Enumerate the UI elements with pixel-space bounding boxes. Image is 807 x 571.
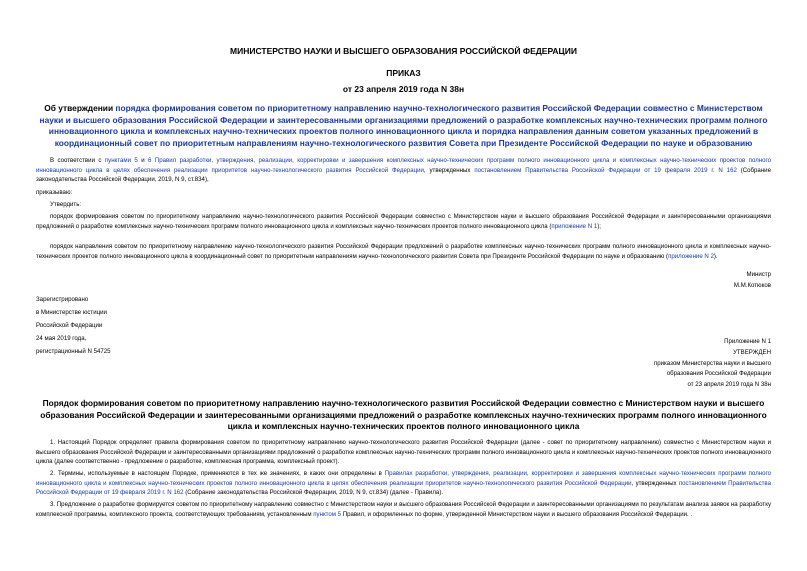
signature-position: Министр: [746, 271, 771, 278]
preamble-text-4: (Собрание законодательства Российской Федерации, 2019, N 9, ст.834),: [36, 166, 771, 184]
registration-line: Зарегистрировано: [36, 296, 89, 303]
clause-2-text-1: 2. Термины, используемые в настоящем Порядке, применяются в тех же значениях, в каких они определены в: [50, 470, 385, 477]
item-1-text: порядок формирования советом по приоритетному направлению научно-технологического развития Российской Федерации совместно с Министерством науки и высшего образования Российской Федерации и заинтересованными организациями предложений о разработке комплексных научно-технических программ полного инновационного цикла и комплексных научно-технических проектов полного инновационного цикла (: [36, 213, 771, 230]
link-rules[interactable]: 6 Правил разработки, утверждения, реализации, корректировки и завершения комплексных научно-технических программ полного инновационного цикла и комплексных научно-технических проектов полного инновационного цикла в целях обеспечения реализации приоритетов научно-технологического развития Российской Федерации: [36, 157, 771, 174]
link-decree-162[interactable]: постановлением Правительства Российской Федерации от 19 февраля 2019 г. N 162: [474, 166, 737, 174]
item-2: [36, 242, 771, 261]
ministry-heading: МИНИСТЕРСТВО НАУКИ И ВЫСШЕГО ОБРАЗОВАНИЯ РОССИЙСКОЙ ФЕДЕРАЦИИ: [230, 46, 577, 56]
registration-block: [36, 293, 111, 358]
link-point-5[interactable]: пунктом 5: [313, 510, 342, 518]
preamble-text-3: , утвержденных: [423, 166, 475, 174]
item-2-end: ).: [713, 252, 718, 260]
link-appendix-1[interactable]: приложение N 1: [551, 222, 598, 230]
preamble-paragraph: [36, 156, 771, 185]
signature-name: М.М.Котюков: [733, 281, 771, 289]
order-title: [36, 103, 771, 149]
appendix-approved: УТВЕРЖДЕН: [733, 348, 771, 356]
clause-2: [36, 469, 771, 498]
order-heading: ПРИКАЗ: [386, 68, 421, 78]
registration-line: в Министерстве юстиции: [36, 309, 107, 316]
title-link[interactable]: порядка формирования советом по приоритетному направлению научно-технологического развития Российской Федерации совместно с Министерством науки и высшего образования Российской Федерации и заинтересованными организациями предложений о разработке комплексных научно-технических программ полного инновационного цикла и комплексных научно-технических проектов полного инновационного цикла и порядка направления данным советом указанных предложений в координационный совет по приоритетным направлениям научно-технологического развития Совета при Президенте Российской Федерации по науке и образованию: [39, 103, 768, 148]
link-decree-162-2[interactable]: постановлением Правительства Российской Федерации от 19 февраля 2019 г. N 162: [36, 479, 771, 497]
approve-line: Утвердить:: [50, 201, 82, 208]
clause-3: [36, 500, 771, 519]
clause-3-text-1: 3. Предложение о разработке формируется советом по приоритетному направлению совместно с Министерством науки и высшего образования Российской Федерации и заинтересованными организациями по результатам анализа заявок на разработку комплексной программы, комплексного проекта, соответствующих требованиям, установленным: [36, 501, 771, 518]
appendix-by-2: образования Российской Федерации: [666, 370, 771, 378]
clause-2-text-3: (Собрание законодательства Российской Федерации, 2019, N 9, ст.834) (далее - Правила).: [183, 489, 444, 497]
appendix-number: Приложение N 1: [724, 338, 771, 345]
preamble-text-2: и: [137, 157, 149, 164]
section-title: Порядок формирования советом по приоритетному направлению научно-технологического развития Российской Федерации совместно с Министерством науки и высшего образования Российской Федерации и заинтересованными организациями предложений о разработке комплексных научно-технических программ полного инновационного цикла и комплексных научно-технических проектов полного инновационного цикла: [40, 398, 767, 431]
title-prefix: Об утверждении: [44, 103, 116, 113]
link-rules-2[interactable]: Правилах разработки, утверждения, реализации, корректировки и завершения комплексных научно-технических программ полного инновационного цикла и комплексных научно-технических проектов полного инновационного цикла в целях обеспечения реализации приоритетов научно-технологического развития Российской Федерации: [36, 470, 771, 487]
clause-2-text-2: , утвержденных: [631, 479, 679, 487]
preamble-text-1: В соответствии с: [50, 157, 105, 164]
registration-line: регистрационный N 54725: [36, 348, 111, 355]
appendix-by-1: приказом Министерства науки и высшего: [653, 359, 771, 367]
clause-3-text-2: Правил, и оформленных по форме, утвержденной Министерством науки и высшего образования Российской Федерации. .: [341, 510, 693, 518]
registration-line: Российской Федерации: [36, 322, 103, 329]
order-date: от 23 апреля 2019 года N 38н: [342, 84, 465, 94]
signature-block: [734, 270, 771, 292]
clause-1: 1. Настоящий Порядок определяет правила формирования советом по приоритетному направлению научно-технологического развития Российской Федерации (далее - совет по приоритетному направлению) совместно с Министерством науки и высшего образования Российской Федерации и заинтересованными организациями предложений о разработке комплексных научно-технических программ полного инновационного цикла и комплексных научно-технических проектов полного инновационного цикла (далее соответственно - предложение о разработке, комплексная программа, комплексный проект).: [36, 439, 771, 466]
registration-line: 24 мая 2019 года,: [36, 335, 87, 342]
item-2-text: порядок направления советом по приоритетному направлению научно-технологического развития Российской Федерации предложений о разработке комплексных научно-технических программ полного инновационного цикла и комплексных научно-технических проектов полного инновационного цикла в координационный совет по приоритетным направлениям научно-технологического развития Совета при Президенте Российской Федерации по науке и образованию (: [36, 243, 771, 260]
link-appendix-2[interactable]: приложение N 2: [668, 252, 714, 260]
appendix-header: [654, 337, 771, 391]
item-1-end: );: [597, 222, 601, 230]
orders-line: приказываю:: [36, 189, 73, 196]
appendix-date: от 23 апреля 2019 года N 38н: [687, 381, 771, 389]
link-points-5[interactable]: пунктами 5: [104, 157, 138, 164]
item-1: [36, 212, 771, 231]
